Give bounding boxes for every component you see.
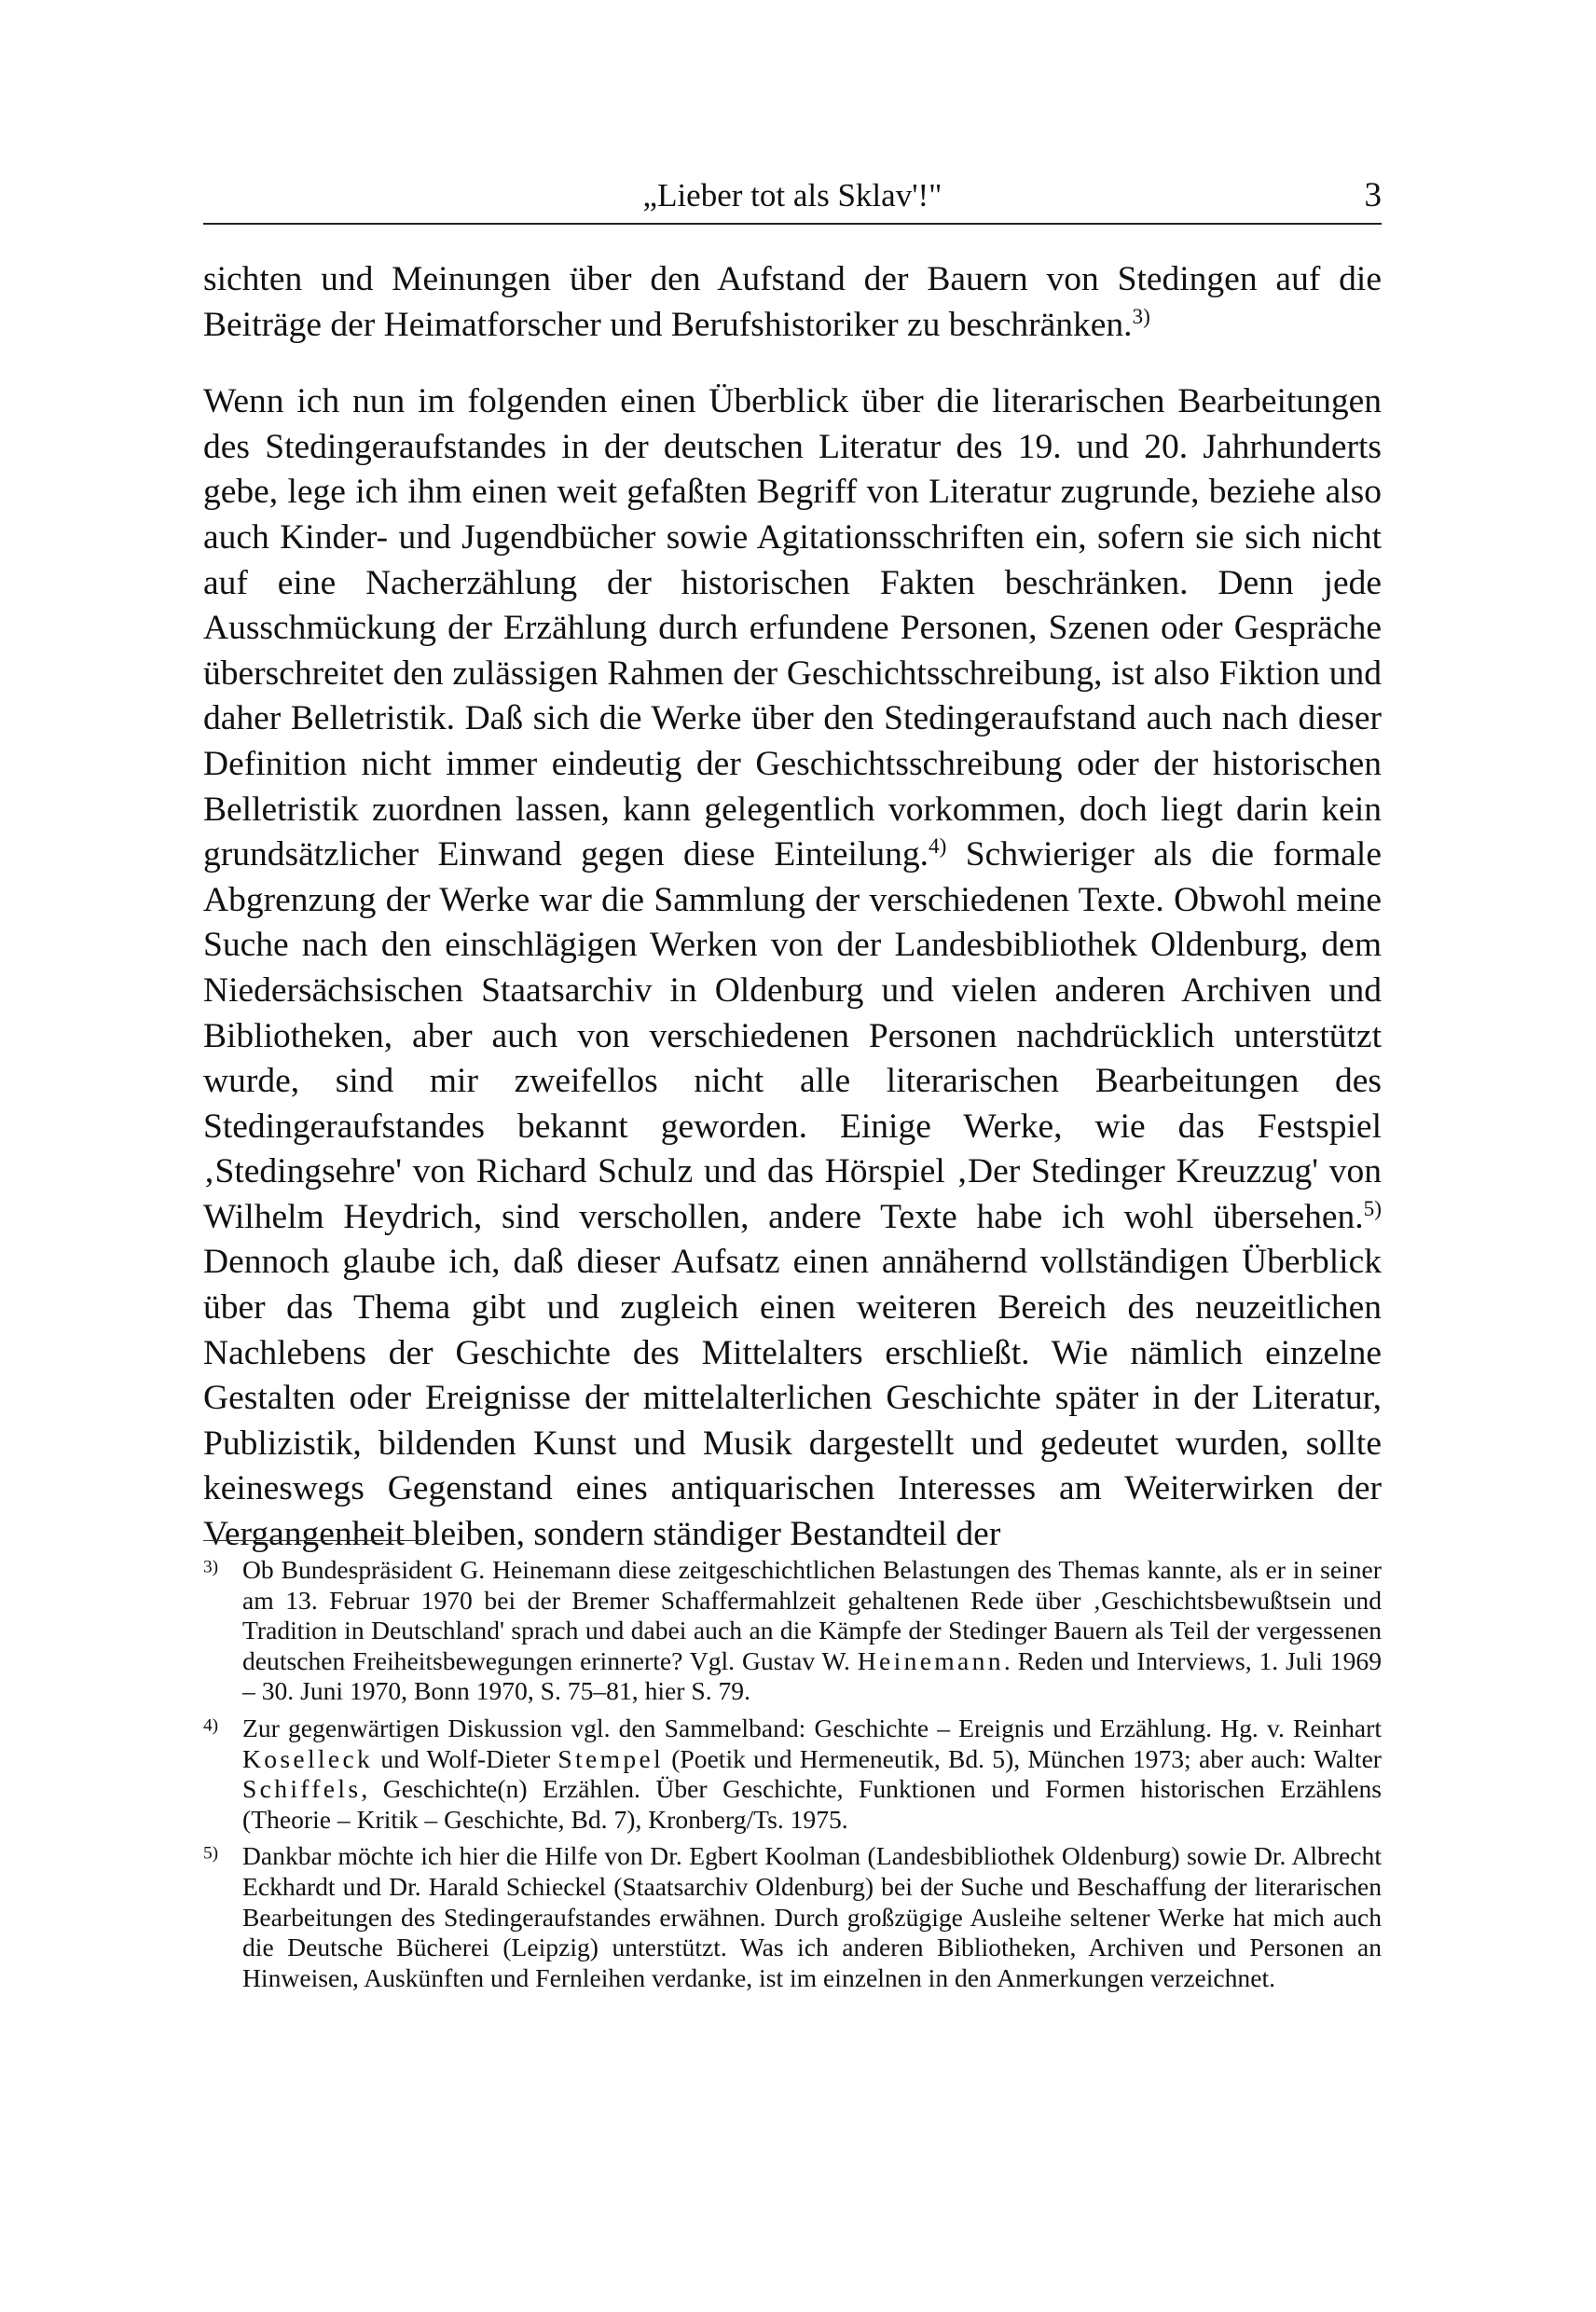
footnote-mark: 4) xyxy=(203,1715,219,1736)
footnote-3 xyxy=(203,1555,1382,1707)
footnote-mark: 3) xyxy=(203,1557,219,1577)
paragraph-1 xyxy=(203,257,1382,348)
paragraph-2-part-2: Schwieriger als die formale Abgrenzung der Werke war die Sammlung der verschiedenen Texte. Obwohl meine Suche nach den einschlägigen Werken von der Landesbibliothek Oldenburg, dem Niedersächsischen Staatsarchiv in Oldenburg und vielen anderen Archiven und Bibliotheken, aber auch von verschiedenen Personen nachdrücklich unterstützt wurde, sind mir zweifellos nicht alle literarischen Bearbeitungen des Stedingeraufstandes bekannt geworden. Einige Werke, wie das Festspiel ‚Stedingsehre' von Richard Schulz und das Hörspiel ‚Der Stedinger Kreuzzug' von Wilhelm Heydrich, sind verschollen, andere Texte habe ich wohl übersehen. xyxy=(203,835,1382,1236)
running-head xyxy=(203,172,1382,220)
footnote-text: Zur gegenwärtigen Diskussion vgl. den Sammelband: Geschichte – Ereignis und Erzählung. Hg. v. Reinhart Koselleck und Wolf-Dieter Stempel (Poetik und Hermeneutik, Bd. 5), München 1973; aber auch: Walter Schiffels, Geschichte(n) Erzählen. Über Geschichte, Funktionen und Formen historischen Erzählens (Theorie – Kritik – Geschichte, Bd. 7), Kronberg/Ts. 1975. xyxy=(242,1713,1383,1834)
footnote-rule xyxy=(203,1540,423,1541)
footnotes xyxy=(203,1555,1382,2000)
paragraph-2-part-1: Wenn ich nun im folgenden einen Überblick über die literarischen Bearbeitungen des Stedingeraufstandes in der deutschen Literatur des 19. und 20. Jahrhunderts gebe, lege ich ihm einen weit gefaßten Begriff von Literatur zugrunde, beziehe also auch Kinder- und Jugendbücher sowie Agitationsschriften ein, sofern sie sich nicht auf eine Nacherzählung der historischen Fakten beschränken. Denn jede Ausschmückung der Erzählung durch erfundene Personen, Szenen oder Gespräche überschreitet den zulässigen Rahmen der Geschichtsschreibung, ist also Fiktion und daher Belletristik. Daß sich die Werke über den Stedingeraufstand auch nach dieser Definition nicht immer eindeutig der Geschichtsschreibung oder der historischen Belletristik zuordnen lassen, kann gelegentlich vorkommen, doch liegt darin kein grundsätzlicher Einwand gegen diese Einteilung. xyxy=(203,382,1382,874)
footnote-4 xyxy=(203,1713,1382,1835)
paragraph-2-part-3: Dennoch glaube ich, daß dieser Aufsatz einen annähernd vollständigen Überblick über das Thema gibt und zugleich einen weiteren Bereich des neuzeitlichen Nachlebens der Geschichte des Mittelalters erschließt. Wie nämlich einzelne Gestalten oder Ereignisse der mittelalterlichen Geschichte später in der Literatur, Publizistik, bildenden Kunst und Musik dargestellt und gedeutet wurden, sollte keineswegs Gegenstand eines antiquarischen Interesses am Weiterwirken der Vergangenheit bleiben, sondern ständiger Bestandteil der xyxy=(203,1243,1382,1554)
main-text xyxy=(203,257,1382,1558)
author-name: Heinemann xyxy=(857,1645,1004,1675)
paragraph-2 xyxy=(203,379,1382,1557)
author-name: Stempel xyxy=(557,1743,664,1773)
footnote-text: Ob Bundespräsident G. Heinemann diese zeitgeschichtlichen Belastungen des Themas kannte, als er in seiner am 13. Februar 1970 bei der Bremer Schaffermahlzeit gehaltenen Rede über ‚Geschichtsbewußtsein und Tradition in Deutschland' sprach und dabei auch an die Kämpfe der Stedinger Bauern als Teil der vergessenen deutschen Freiheitsbewegungen erinnerte? Vgl. Gustav W. Heinemann. Reden und Interviews, 1. Juli 1969 – 30. Juni 1970, Bonn 1970, S. 75–81, hier S. 79. xyxy=(242,1555,1382,1706)
header-rule xyxy=(203,223,1382,225)
footnote-ref-4: 4) xyxy=(929,834,947,860)
footnote-ref-5: 5) xyxy=(1363,1197,1382,1222)
running-title: „Lieber tot als Sklav'!" xyxy=(642,177,942,213)
footnote-mark: 5) xyxy=(203,1843,219,1864)
paragraph-1-text: sichten und Meinungen über den Aufstand der Bauern von Stedingen auf die Beiträge der Heimatforscher und Berufshistoriker zu beschränken. xyxy=(203,260,1382,344)
footnote-5 xyxy=(203,1841,1382,1993)
footnote-text: Dankbar möchte ich hier die Hilfe von Dr. Egbert Koolman (Landesbibliothek Oldenburg) sowie Dr. Albrecht Eckhardt und Dr. Harald Schieckel (Staatsarchiv Oldenburg) bei der Suche und Beschaffung der literarischen Bearbeitungen des Stedingeraufstandes erwähnen. Durch großzügige Ausleihe seltener Werke hat mich auch die Deutsche Bücherei (Leipzig) unterstützt. Was ich anderen Bibliotheken, Archiven und Personen an Hinweisen, Auskünften und Fernleihen verdanke, ist im einzelnen in den Anmerkungen verzeichnet. xyxy=(242,1841,1382,1992)
footnote-ref-3: 3) xyxy=(1132,304,1150,329)
author-name: Schiffels xyxy=(242,1774,362,1804)
author-name: Koselleck xyxy=(242,1743,374,1773)
page-number: 3 xyxy=(1364,176,1382,214)
